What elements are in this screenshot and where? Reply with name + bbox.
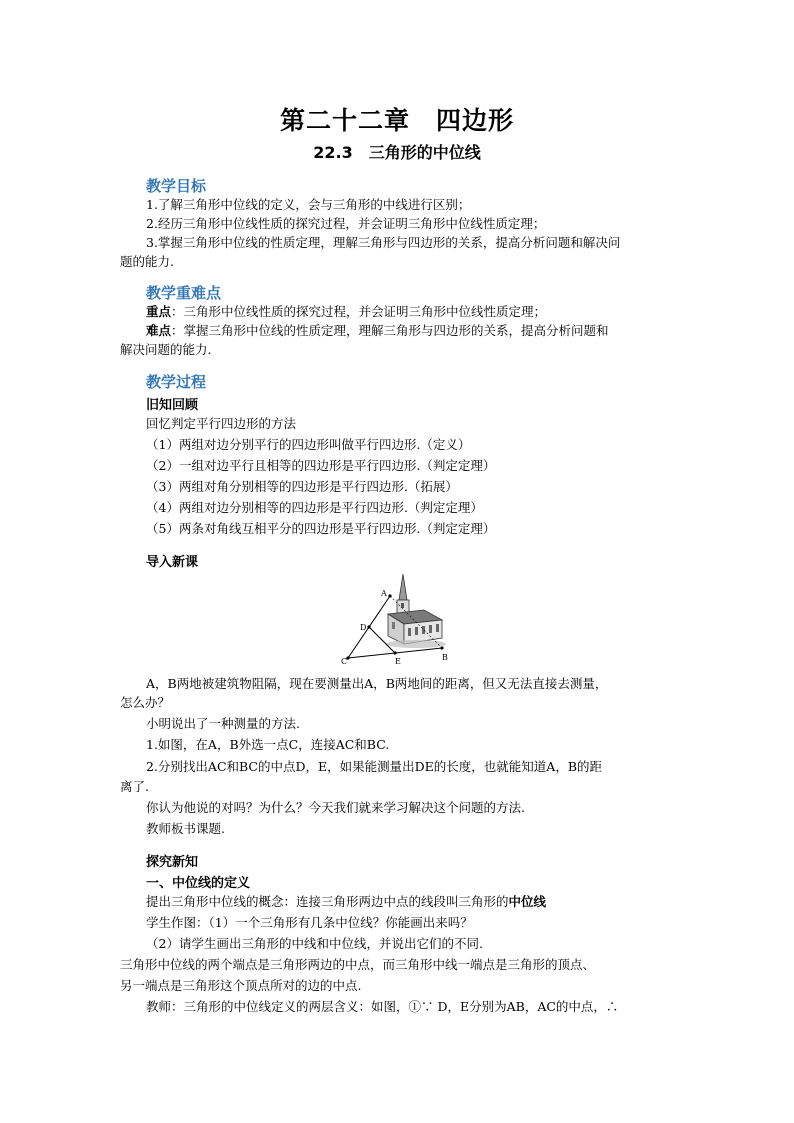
- review-intro: 回忆判定平行四边形的方法: [146, 416, 297, 431]
- label-d: D: [360, 623, 367, 632]
- difficulty-label: 难点: [146, 323, 172, 338]
- process-heading: 教学过程: [146, 373, 207, 391]
- label-c: C: [341, 657, 348, 666]
- explore-line-5: 教师：三角形的中位线定义的两层含义：如图，①∵ D，E分别为AB，AC的中点，∴: [146, 999, 619, 1014]
- intro-line-7: 你认为他说的对吗？为什么？今天我们就来学习解决这个问题的方法.: [146, 800, 525, 815]
- objective-item-3-cont: 题的能力.: [120, 254, 174, 269]
- definition-term: 中位线: [508, 894, 547, 909]
- intro-line-1: A，B两地被建筑物阻隔，现在要测量出A，B两地间的距离，但又无法直接去测量，: [146, 676, 608, 691]
- review-item-1: （1）两组对边分别平行的四边形叫做平行四边形.（定义）: [146, 437, 471, 452]
- intro-heading: 导入新课: [146, 555, 199, 570]
- difficulty-line: [146, 322, 609, 340]
- objective-item-2: 2.经历三角形中位线性质的探究过程，并会证明三角形中位线性质定理；: [146, 216, 546, 231]
- label-a: A: [381, 589, 387, 598]
- intro-line-8: 教师板书课题.: [146, 821, 225, 836]
- definition-line: [146, 893, 546, 911]
- intro-line-3: 小明说出了一种测量的方法.: [146, 716, 300, 731]
- review-item-5: （5）两条对角线互相平分的四边形是平行四边形.（判定定理）: [146, 521, 496, 536]
- review-item-3: （3）两组对角分别相等的四边形是平行四边形.（拓展）: [146, 479, 458, 494]
- intro-line-4: 1.如图，在A，B外选一点C，连接AC和BC.: [146, 737, 390, 752]
- review-heading: 旧知回顾: [146, 398, 199, 413]
- review-item-2: （2）一组对边平行且相等的四边形是平行四边形.（判定定理）: [146, 458, 496, 473]
- definition-text: 提出三角形中位线的概念：连接三角形两边中点的线段叫三角形的: [146, 894, 509, 909]
- explore-line-2: （2）请学生画出三角形的中线和中位线，并说出它们的不同.: [146, 936, 483, 951]
- part-one-heading: 一、中位线的定义: [146, 876, 251, 891]
- explore-line-3: 三角形中位线的两个端点是三角形两边的中点，而三角形中线一端点是三角形的顶点、: [120, 957, 596, 972]
- label-b: B: [442, 653, 448, 662]
- explore-line-1: 学生作图：（1）一个三角形有几条中位线？你能画出来吗？: [146, 915, 473, 930]
- building-illustration: [386, 574, 446, 648]
- section-title: 22.3 三角形的中位线: [313, 143, 481, 162]
- triangle-building-figure: [338, 572, 454, 668]
- difficulty-text-cont: 解决问题的能力.: [120, 342, 212, 357]
- explore-line-4: 另一端点是三角形这个顶点所对的边的中点.: [120, 978, 362, 993]
- focus-text: ：三角形中位线性质的探究过程，并会证明三角形中位线性质定理；: [171, 304, 547, 319]
- focus-line: [146, 303, 546, 321]
- label-e: E: [395, 657, 401, 666]
- intro-line-2: 怎么办？: [120, 695, 171, 710]
- key-points-heading: 教学重难点: [146, 284, 222, 302]
- intro-line-6: 离了.: [120, 779, 149, 794]
- chapter-title: 第二十二章 四边形: [279, 106, 514, 135]
- objectives-heading: 教学目标: [146, 177, 207, 195]
- objective-item-1: 1.了解三角形中位线的定义，会与三角形的中线进行区别；: [146, 197, 471, 212]
- explore-heading: 探究新知: [146, 855, 199, 870]
- intro-line-5: 2.分别找出AC和BC的中点D，E，如果能测量出DE的长度，也就能知道A，B的距: [146, 759, 603, 774]
- focus-label: 重点: [146, 304, 172, 319]
- difficulty-text: ：掌握三角形中位线的性质定理，理解三角形与四边形的关系，提高分析问题和: [171, 323, 609, 338]
- objective-item-3: 3.掌握三角形中位线的性质定理，理解三角形与四边形的关系，提高分析问题和解决问: [146, 235, 621, 250]
- review-item-4: （4）两组对边分别相等的四边形是平行四边形.（判定定理）: [146, 500, 483, 515]
